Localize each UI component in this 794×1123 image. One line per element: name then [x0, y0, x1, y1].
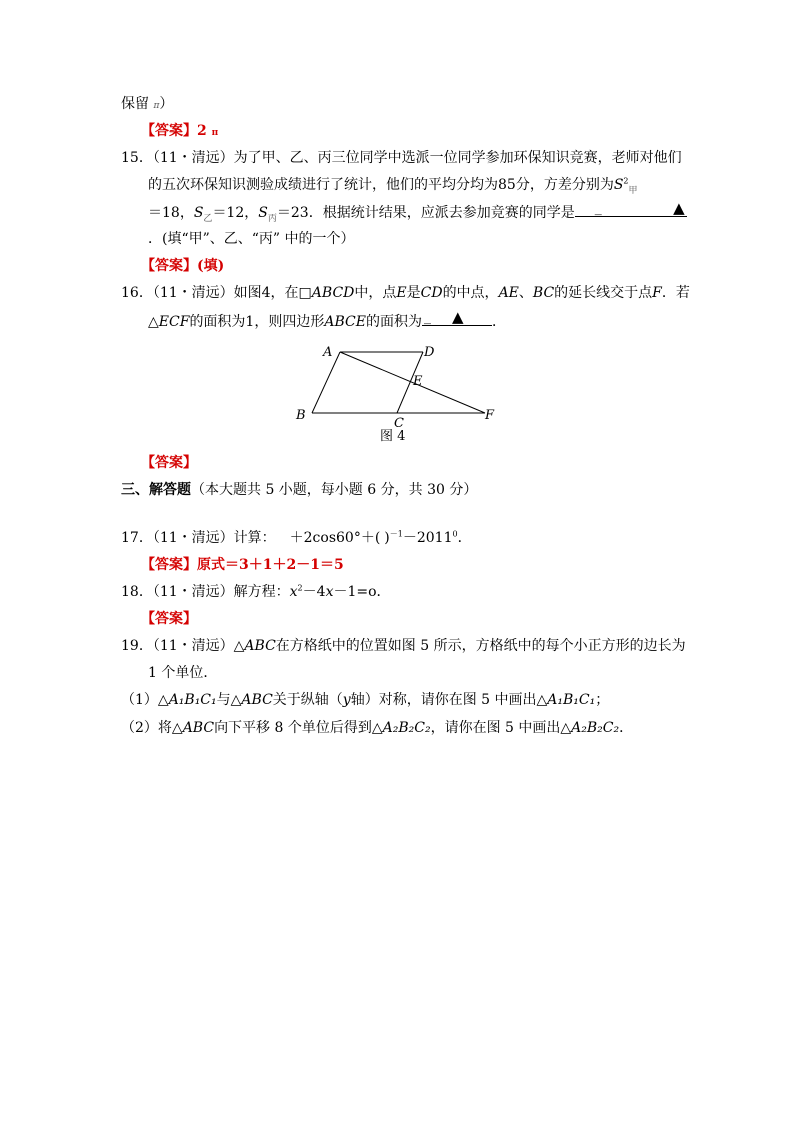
q17-answer	[141, 555, 344, 575]
q15-val2: ＝12，	[212, 205, 259, 221]
q19-part1	[121, 690, 609, 710]
q15-answer	[141, 256, 224, 276]
abc: ABC	[244, 638, 276, 654]
parallelogram-icon: □	[298, 285, 312, 301]
label-f: F	[485, 408, 495, 423]
period: ．	[491, 314, 506, 330]
figure-caption: 图 4	[380, 429, 406, 444]
q16-text: 中，点	[354, 285, 397, 301]
a1b1c1: A₁B₁C₁	[547, 692, 596, 708]
ae: AE	[498, 285, 519, 301]
label-a: A	[323, 345, 333, 360]
variance-symbol: S	[613, 177, 624, 193]
label-e: E	[413, 374, 423, 389]
q19-text: （2）将△	[121, 720, 183, 736]
intro-tail	[121, 94, 173, 116]
q16-text: 16．（11・清远）如图4，在	[121, 285, 299, 301]
q19-text: （1）△	[121, 692, 169, 708]
answer-value: (填)	[197, 258, 225, 274]
q16-text: ．若	[661, 285, 690, 301]
q16-line2	[148, 308, 506, 332]
answer-blank[interactable]	[575, 199, 687, 217]
answer-label: 【答案】	[141, 123, 197, 139]
bc: BC	[532, 285, 555, 301]
q17-expr: －2011	[402, 530, 453, 546]
q16-line1	[121, 283, 690, 303]
q17-line	[121, 528, 472, 548]
figure-4	[290, 340, 510, 450]
q17-expr: )	[384, 530, 390, 546]
abc: ABC	[182, 720, 215, 736]
triangle-symbol: △	[148, 314, 159, 330]
q15-line4: ．(填“甲”、乙、“丙” 中的一个）	[148, 231, 355, 247]
answer-label: 【答案】	[141, 258, 197, 274]
q18-expr: －4	[302, 584, 326, 600]
q19-text: 关于纵轴（	[272, 692, 343, 708]
q19-text: ；	[595, 692, 610, 708]
answer-value: 原式＝3＋1＋2－1＝5	[197, 557, 344, 573]
q16-answer	[141, 453, 197, 473]
q18-answer	[141, 609, 197, 629]
subscript-jia: 甲	[628, 185, 638, 196]
answer-label: 【答案】	[141, 611, 197, 627]
segment-ab	[312, 352, 340, 413]
exponent: 2	[297, 583, 303, 593]
answer-blank[interactable]	[422, 308, 492, 326]
q15-line3	[148, 199, 687, 224]
q15-line2	[148, 175, 638, 195]
point-f: F	[652, 285, 662, 301]
ecf: ECF	[158, 314, 190, 330]
q16-text: 的中点，	[442, 285, 499, 301]
q16-text: 的面积为	[365, 314, 422, 330]
label-d: D	[424, 345, 435, 360]
abce: ABCE	[324, 314, 366, 330]
q16-text: 的延长线交于点	[554, 285, 653, 301]
var-x: x	[289, 584, 298, 600]
exponent: －1	[389, 529, 403, 539]
exponent: 0	[452, 529, 458, 539]
pi-symbol: π	[153, 101, 160, 111]
sep: 、	[518, 285, 533, 301]
q15-text: 的五次环保知识测验成绩进行了统计，他们的平均分均为85分，方差分别为	[148, 177, 614, 193]
var-x: x	[325, 584, 334, 600]
answer-value: 2	[197, 123, 207, 139]
q19-text: ．	[619, 720, 634, 736]
var-y: y	[342, 692, 351, 708]
point-e: E	[396, 285, 407, 301]
q17-expr: ＋2cos60°＋(	[289, 530, 381, 546]
a2b2c2: A₂B₂C₂	[571, 720, 620, 736]
q19-text: 在方格纸中的位置如图 5 所示，方格纸中的每个小正方形的边长为	[275, 638, 686, 654]
cd: CD	[420, 285, 443, 301]
label-b: B	[296, 408, 306, 423]
abc: ABC	[241, 692, 273, 708]
answer-label: 【答案】	[141, 557, 197, 573]
q16-text: 是	[406, 285, 421, 301]
pi-symbol: π	[211, 128, 219, 138]
q15-val3: ＝23．根据统计结果，应派去参加竞赛的同学是	[276, 205, 575, 221]
q19-line2: 1 个单位．	[148, 665, 218, 681]
q14-answer	[141, 121, 218, 143]
answer-label: 【答案】	[141, 455, 197, 471]
q19-text: 与△	[216, 692, 242, 708]
q19-text: 轴）对称，请你在图 5 中画出△	[350, 692, 548, 708]
section-title: 三、解答题	[121, 482, 191, 498]
q19-line1	[121, 636, 686, 656]
variance-symbol: S	[193, 205, 204, 221]
superscript: 2	[623, 176, 629, 186]
q19-text: 19．（11・清远）△	[121, 638, 245, 654]
intro-text: 保留	[121, 96, 149, 112]
abcd: ABCD	[311, 285, 355, 301]
q15-line1: 15．（11・清远）为了甲、乙、丙三位同学中选派一位同学参加环保知识竞赛，老师对他们	[121, 150, 682, 166]
subscript-bing: 丙	[267, 213, 277, 224]
variance-symbol: S	[258, 205, 268, 221]
q19-text: ，请你在图 5 中画出△	[430, 720, 572, 736]
q18-line	[121, 582, 391, 602]
section-3-header	[121, 480, 477, 500]
q16-text: 的面积为1，则四边形	[189, 314, 325, 330]
q18-expr: －1=o．	[333, 584, 391, 600]
triangle-icon: ▲	[673, 199, 685, 217]
a1b1c1: A₁B₁C₁	[168, 692, 217, 708]
section-note: （本大题共 5 小题，每小题 6 分，共 30 分）	[191, 482, 478, 498]
intro-close: ）	[159, 96, 174, 112]
q17-text: 17．（11・清远）计算：	[121, 530, 276, 546]
q19-text: 向下平移 8 个单位后得到△	[214, 720, 383, 736]
triangle-icon: ▲	[451, 308, 464, 326]
blank-mark: _	[423, 309, 431, 325]
q18-text: 18．（11・清远）解方程：	[121, 584, 290, 600]
subscript-yi: 乙	[203, 213, 213, 224]
a2b2c2: A₂B₂C₂	[382, 720, 431, 736]
label-c: C	[394, 416, 404, 431]
period: ．	[457, 530, 472, 546]
blank-mark: _	[594, 200, 602, 216]
q19-part2	[121, 718, 633, 738]
q15-val1: ＝18，	[148, 205, 194, 221]
